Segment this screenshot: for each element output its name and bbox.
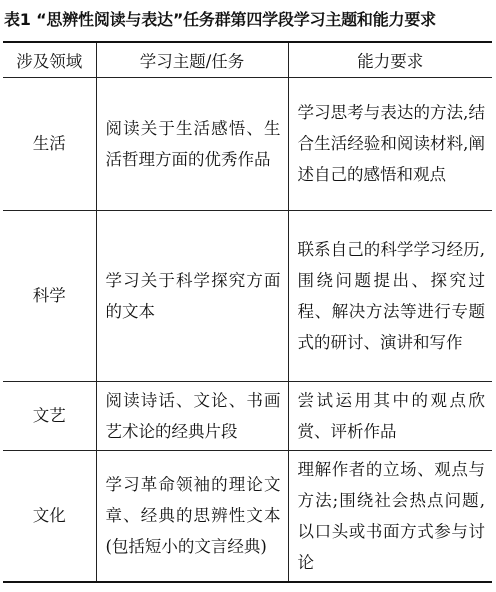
table-caption: 表1 “思辨性阅读与表达”任务群第四学段学习主题和能力要求 [4,10,436,29]
domain-cell: 科学 [3,210,96,381]
topic-cell: 学习革命领袖的理论文章、经典的思辨性文本(包括短小的文言经典) [96,450,288,582]
table-row [3,381,492,450]
table-row [3,77,492,210]
ability-table [3,41,492,583]
ability-cell: 联系自己的科学学习经历,围绕问题提出、探究过程、解决方法等进行专题式的研讨、演讲和写作 [288,210,492,381]
table-row [3,210,492,381]
ability-cell: 理解作者的立场、观点与方法;围绕社会热点问题,以口头或书面方式参与讨论 [288,450,492,582]
ability-cell: 尝试运用其中的观点欣赏、评析作品 [288,381,492,450]
topic-cell: 阅读诗话、文论、书画艺术论的经典片段 [96,381,288,450]
domain-cell: 生活 [3,77,96,210]
topic-cell: 学习关于科学探究方面的文本 [96,210,288,381]
header-ability: 能力要求 [288,42,492,77]
ability-cell: 学习思考与表达的方法,结合生活经验和阅读材料,阐述自己的感悟和观点 [288,77,492,210]
table-header-row [3,42,492,77]
topic-cell: 阅读关于生活感悟、生活哲理方面的优秀作品 [96,77,288,210]
domain-cell: 文艺 [3,381,96,450]
table-row [3,450,492,582]
header-domain: 涉及领域 [3,42,96,77]
domain-cell: 文化 [3,450,96,582]
header-topic: 学习主题/任务 [96,42,288,77]
